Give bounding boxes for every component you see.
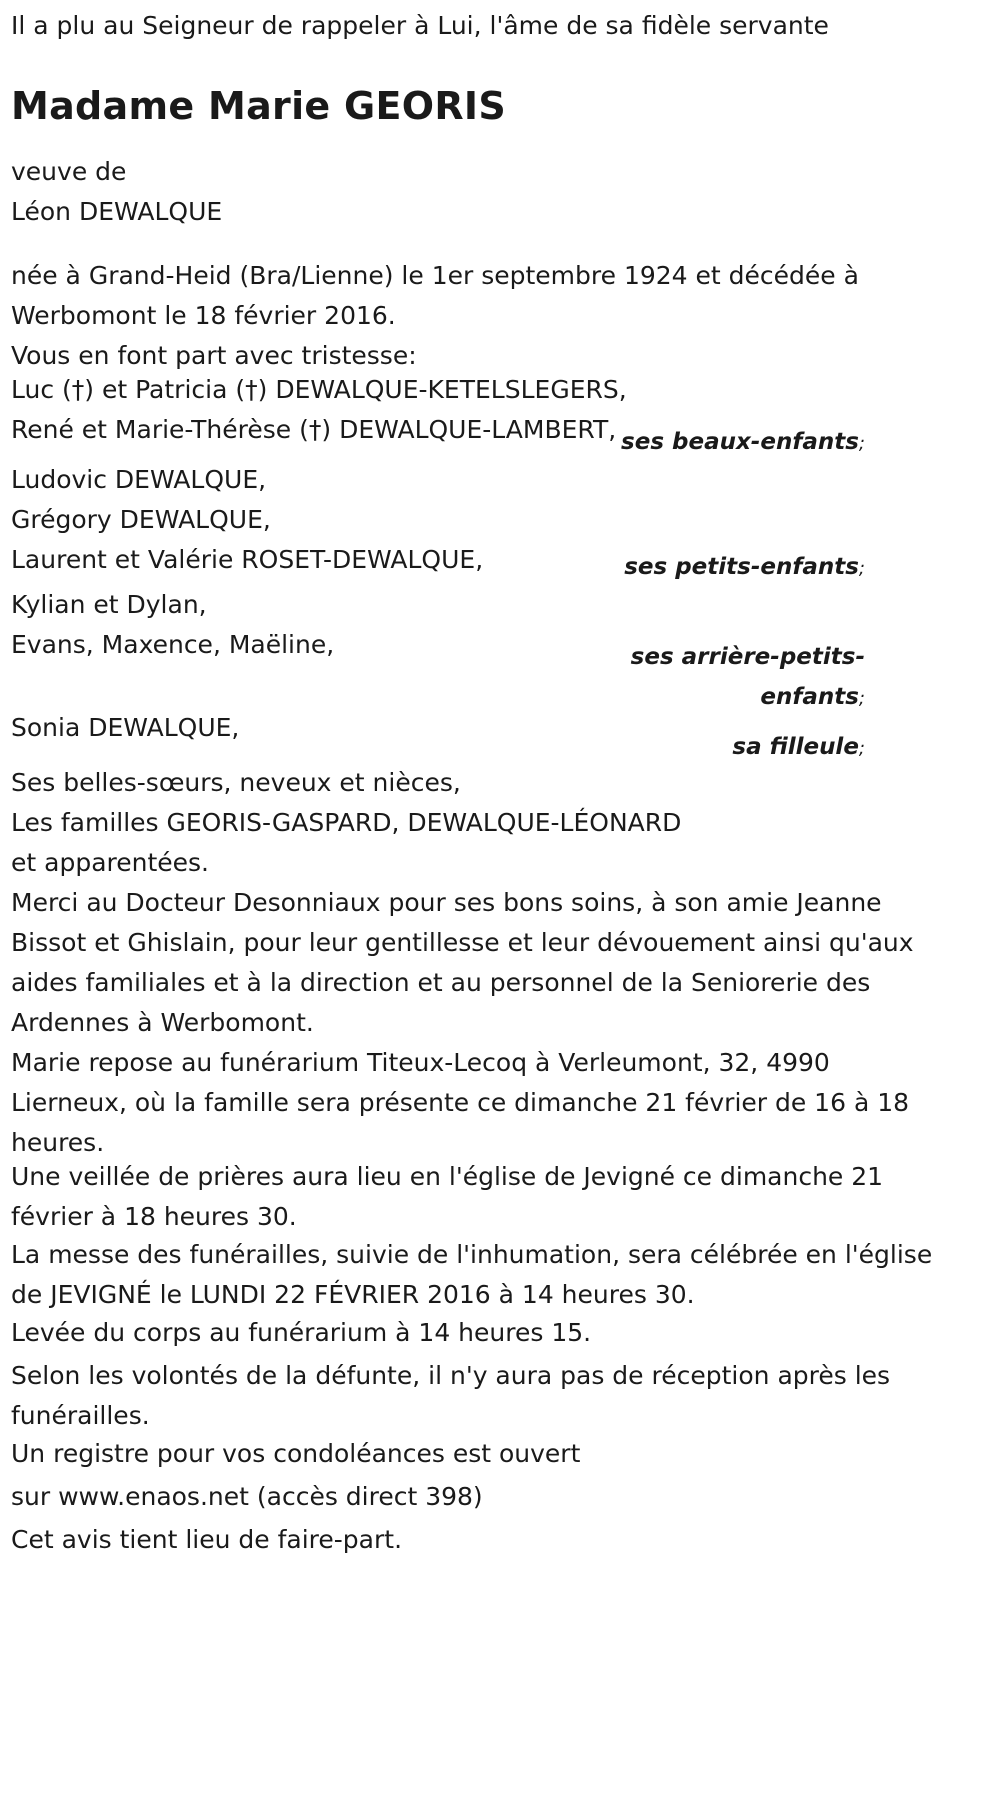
family-line: et apparentées. [11,848,209,877]
levee-text: Levée du corps au funérarium à 14 heures 15. [11,1318,592,1347]
repose-block [11,1043,909,1163]
family-member-line: Ludovic DEWALQUE, [11,465,267,494]
deceased-name: Madame Marie GEORIS [11,84,507,128]
volontes-line: funérailles. [11,1401,150,1430]
filleule-names [11,708,239,748]
birth-death-block [11,256,859,336]
thanks-line: Ardennes à Werbomont. [11,1008,314,1037]
thanks-line: Merci au Docteur Desonniaux pour ses bons soins, à son amie Jeanne [11,888,882,917]
family-member-line: René et Marie-Thérèse (†) DEWALQUE-LAMBERT, [11,415,617,444]
volontes-block [11,1356,890,1436]
thanks-line: aides familiales et à la direction et au personnel de la Seniorerie des [11,968,871,997]
messe-line: La messe des funérailles, suivie de l'inhumation, sera célébrée en l'église [11,1240,933,1269]
family-member-line: Sonia DEWALQUE, [11,713,240,742]
relation-petits-enfants: ses petits-enfants; [624,554,865,580]
thanks-line: Bissot et Ghislain, pour leur gentillesse et leur dévouement ainsi qu'aux [11,928,914,957]
repose-line: heures. [11,1128,105,1157]
veillee-line: Une veillée de prières aura lieu en l'église de Jevigné ce dimanche 21 [11,1162,884,1191]
relation-filleule: sa filleule; [732,734,865,760]
family-member-line: Evans, Maxence, Maëline, [11,630,335,659]
website-text: sur www.enaos.net (accès direct 398) [11,1482,483,1511]
petits-enfants-names [11,460,483,580]
faire-part-text: Cet avis tient lieu de faire-part. [11,1525,403,1554]
family-line: Ses belles-sœurs, neveux et nièces, [11,768,461,797]
repose-line: Lierneux, où la famille sera présente ce dimanche 21 février de 16 à 18 [11,1088,910,1117]
intro-text: Il a plu au Seigneur de rappeler à Lui, l'âme de sa fidèle servante [11,11,829,40]
veillee-line: février à 18 heures 30. [11,1202,297,1231]
spouse-name: Léon DEWALQUE [11,197,223,226]
announcement-text: Vous en font part avec tristesse: [11,341,417,370]
birth-death-line: née à Grand-Heid (Bra/Lienne) le 1er septembre 1924 et décédée à [11,261,859,290]
relation-beaux-enfants: ses beaux-enfants; [621,429,865,455]
messe-line: de JEVIGNÉ le LUNDI 22 FÉVRIER 2016 à 14 heures 30. [11,1280,695,1309]
family-line: Les familles GEORIS-GASPARD, DEWALQUE-LÉONARD [11,808,682,837]
family-block [11,763,914,1043]
messe-block [11,1235,932,1315]
widow-block [11,152,222,232]
volontes-line: Selon les volontés de la défunte, il n'y aura pas de réception après les [11,1361,891,1390]
relation-arriere-petits-enfants: ses arrière-petits- enfants; [630,644,865,710]
arriere-petits-enfants-names [11,585,334,665]
veillee-block [11,1157,883,1237]
birth-death-line: Werbomont le 18 février 2016. [11,301,396,330]
family-member-line: Laurent et Valérie ROSET-DEWALQUE, [11,545,484,574]
family-member-line: Luc (†) et Patricia (†) DEWALQUE-KETELSLEGERS, [11,375,627,404]
family-member-line: Grégory DEWALQUE, [11,505,271,534]
widow-line: veuve de [11,157,127,186]
repose-line: Marie repose au funérarium Titeux-Lecoq à Verleumont, 32, 4990 [11,1048,830,1077]
registre-text: Un registre pour vos condoléances est ouvert [11,1439,581,1468]
family-member-line: Kylian et Dylan, [11,590,207,619]
beaux-enfants-names [11,370,627,450]
